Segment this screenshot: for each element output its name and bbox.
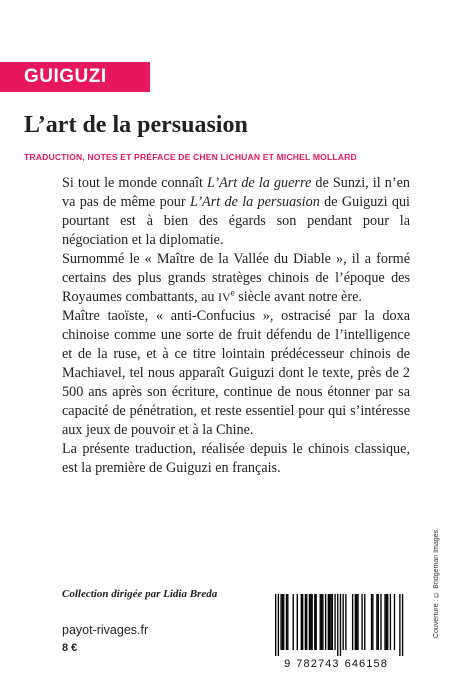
barcode-bar: [345, 594, 346, 650]
barcode-bar: [311, 594, 312, 650]
barcode-bar: [283, 594, 284, 650]
barcode-bar: [297, 594, 298, 650]
publisher-website[interactable]: payot-rivages.fr: [62, 623, 149, 637]
barcode-bar: [332, 594, 333, 650]
blurb-paragraph-4: La présente traduction, réalisée depuis le chinois classique, est la première de Guiguzi en français.: [62, 441, 410, 476]
blurb-paragraph-2: [62, 250, 410, 307]
blurb-paragraph-3: Maître taoïste, « anti-Confucius », ostracisé par la doxa chinoise comme une sorte de fruit défendu de l’intelligence et de la ruse, et à ce titre lointain prédécesseur chinois de Machiavel, tel nous apparaît Guiguzi dont le texte, près de 2 500 ans après son écriture, continue de nous étonner par sa capacité de pénétration, et reste essentiel pour qui s’intéresse aux jeux de pouvoir et à la Chine.: [62, 308, 410, 438]
barcode-bar: [386, 594, 387, 650]
barcode-bar: [390, 594, 391, 650]
book-title: L’art de la persuasion: [24, 112, 248, 138]
author-banner: [0, 62, 150, 92]
barcode-bar: [282, 594, 283, 650]
blurb-text: siècle avant notre ère.: [234, 289, 362, 305]
barcode-bar: [343, 594, 344, 650]
barcode-bar: [387, 594, 388, 650]
barcode-bar: [340, 594, 341, 656]
barcode-bar: [320, 594, 321, 650]
barcode-bar: [355, 594, 356, 650]
barcode-bar: [286, 594, 287, 650]
barcode-bar: [334, 594, 335, 650]
barcode-bar: [337, 594, 338, 656]
translation-credits: TRADUCTION, NOTES ET PRÉFACE DE CHEN LICHUAN ET MICHEL MOLLARD: [24, 152, 357, 162]
century-suffix: e: [230, 287, 235, 298]
blurb: [62, 174, 410, 478]
author-name: GUIGUZI: [24, 66, 107, 87]
blurb-paragraph-1: [62, 174, 410, 250]
barcode-bar: [325, 594, 326, 650]
barcode-bar: [352, 594, 353, 650]
barcode-bar: [302, 594, 303, 650]
barcode-bar: [322, 594, 323, 650]
blurb-text: Si tout le monde connaît: [62, 175, 208, 191]
barcode-bar: [287, 594, 288, 650]
barcode-bar: [361, 594, 362, 650]
barcode-bar: [402, 594, 403, 656]
barcode-bar: [399, 594, 400, 656]
barcode-bar: [384, 594, 385, 650]
barcode-bar: [376, 594, 377, 650]
barcode-bar: [310, 594, 311, 650]
barcode-bar: [329, 594, 330, 650]
collection-note: Collection dirigée par Lidia Breda: [62, 588, 218, 600]
barcode-bar: [357, 594, 358, 650]
barcode-bar: [316, 594, 317, 650]
barcode-bars: [267, 592, 410, 656]
barcode-bar: [380, 594, 381, 650]
barcode-bar: [293, 594, 294, 650]
isbn-digits-right: 646158: [344, 658, 388, 670]
barcode-bar: [372, 594, 373, 650]
barcode-bar: [394, 594, 395, 650]
blurb-text: Surnommé le « Maître de la Vallée du Diable », il a formé certains des plus grands stratèges chinois de l’époque des Royaumes combattants, au: [62, 251, 410, 305]
price-label: 8 €: [62, 642, 78, 654]
barcode-bar: [321, 594, 322, 650]
barcode-bar: [371, 594, 372, 650]
barcode-bar: [278, 594, 279, 656]
barcode-bar: [309, 594, 310, 650]
barcode-bar: [280, 594, 281, 650]
cover-credit: Couverture : © Bridgeman Images.: [433, 528, 440, 639]
isbn-digit-lead: 9: [284, 658, 292, 670]
barcode-bar: [301, 594, 302, 650]
isbn-digits-left: 782743: [296, 658, 340, 670]
barcode-bar: [305, 594, 306, 650]
blurb-text: de Sunzi, il n’en va pas de même pour: [62, 175, 410, 210]
barcode-bar: [356, 594, 357, 650]
blurb-text: de Guiguzi qui pourtant est à bien des égards son pendant pour la négociation et la diplomatie.: [62, 194, 411, 248]
barcode-bar: [330, 594, 331, 650]
book-reference: L’Art de la persuasion: [189, 194, 320, 210]
barcode-bar: [378, 594, 379, 650]
century-numeral: IV: [218, 290, 231, 304]
barcode-bar: [306, 594, 307, 650]
barcode-bar: [364, 594, 365, 650]
barcode-bar: [275, 594, 276, 656]
barcode-bar: [328, 594, 329, 650]
barcode-bar: [314, 594, 315, 650]
isbn-number: [267, 658, 410, 670]
book-reference: L’Art de la guerre: [207, 175, 312, 191]
